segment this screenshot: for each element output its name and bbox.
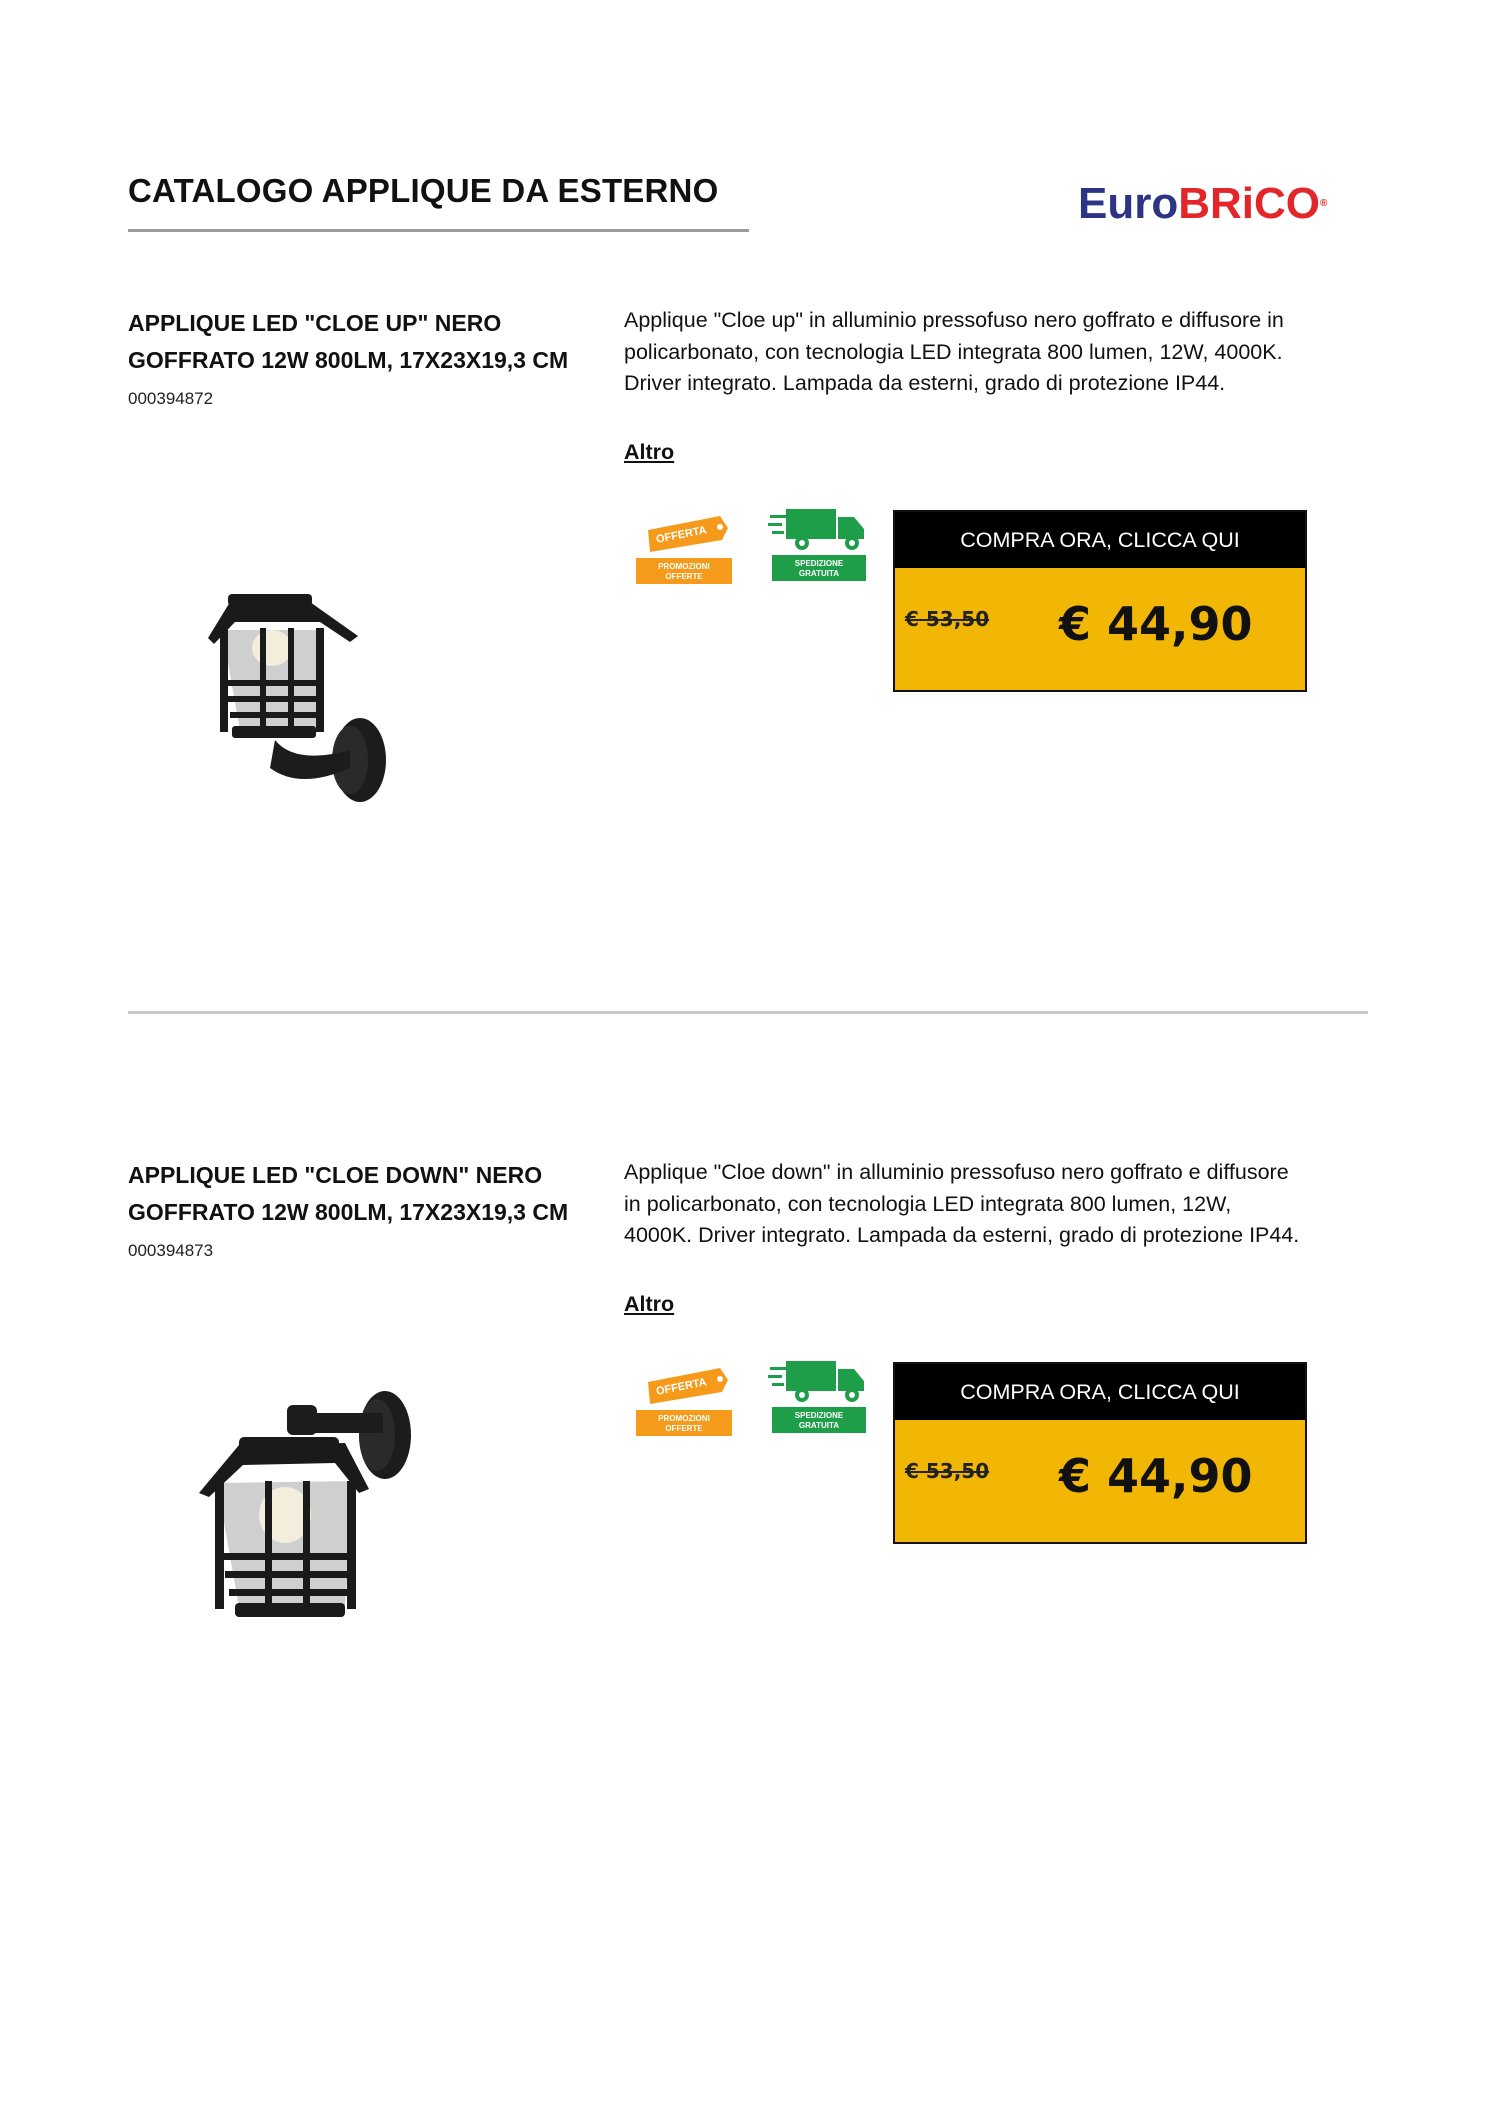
svg-text:GRATUITA: GRATUITA (798, 569, 840, 578)
old-price: € 53,50 (905, 607, 990, 631)
product-description: Applique "Cloe up" in alluminio pressofuso nero goffrato e diffusore in policarbonato, con tecnologia LED integrata 800 lumen, 12W, 4000K. Driver integrato. Lampada da esterni, grado di protezione IP44. (624, 308, 1284, 395)
price: € 44,90 (1059, 597, 1253, 651)
truck-icon (768, 509, 864, 550)
product-title: APPLIQUE LED "CLOE DOWN" NERO GOFFRATO 12W 800LM, 17X23X19,3 CM (128, 1162, 569, 1225)
section-divider (128, 1011, 1368, 1014)
product-image-lantern-up (200, 590, 400, 825)
price: € 44,90 (1059, 1449, 1253, 1503)
free-shipping-badge (768, 507, 868, 585)
title-underline (128, 229, 749, 232)
product-card (0, 1157, 1488, 1877)
truck-icon (768, 1361, 864, 1402)
product-image-lantern-down (195, 1385, 435, 1645)
product-code: 000394872 (128, 389, 214, 408)
buy-now-button[interactable] (893, 1362, 1307, 1544)
product-description: Applique "Cloe down" in alluminio pressofuso nero goffrato e diffusore in policarbonato, con tecnologia LED integrata 800 lumen, 12W, 4000K. Driver integrato. Lampada da esterni, grado di protezione IP44. (624, 1160, 1300, 1247)
offer-badge (634, 1362, 734, 1440)
eurobrico-logo: EuroBRiCO® (1078, 179, 1328, 228)
old-price: € 53,50 (905, 1459, 990, 1483)
free-shipping-badge (768, 1359, 868, 1437)
svg-text:OFFERTA: OFFERTA (655, 524, 708, 546)
svg-text:PROMOZIONI: PROMOZIONI (658, 562, 710, 571)
svg-text:SPEDIZIONE: SPEDIZIONE (794, 1411, 844, 1420)
svg-text:SPEDIZIONE: SPEDIZIONE (794, 559, 844, 568)
svg-text:OFFERTA: OFFERTA (655, 1376, 708, 1398)
product-title: APPLIQUE LED "CLOE UP" NERO GOFFRATO 12W 800LM, 17X23X19,3 CM (128, 310, 569, 373)
offer-tag-icon (648, 1368, 728, 1404)
svg-text:OFFERTE: OFFERTE (665, 1424, 703, 1433)
svg-text:PROMOZIONI: PROMOZIONI (658, 1414, 710, 1423)
more-link[interactable]: Altro (624, 1292, 675, 1316)
more-link[interactable]: Altro (624, 440, 675, 464)
product-code: 000394873 (128, 1241, 214, 1260)
page-title: CATALOGO APPLIQUE DA ESTERNO (128, 172, 719, 209)
product-card (0, 305, 1488, 1025)
offer-tag-icon (648, 516, 728, 552)
offer-badge (634, 510, 734, 588)
svg-text:OFFERTE: OFFERTE (665, 572, 703, 581)
buy-now-label: COMPRA ORA, CLICCA QUI (895, 512, 1305, 568)
buy-now-button[interactable] (893, 510, 1307, 692)
buy-now-label: COMPRA ORA, CLICCA QUI (895, 1364, 1305, 1420)
svg-text:GRATUITA: GRATUITA (798, 1421, 840, 1430)
